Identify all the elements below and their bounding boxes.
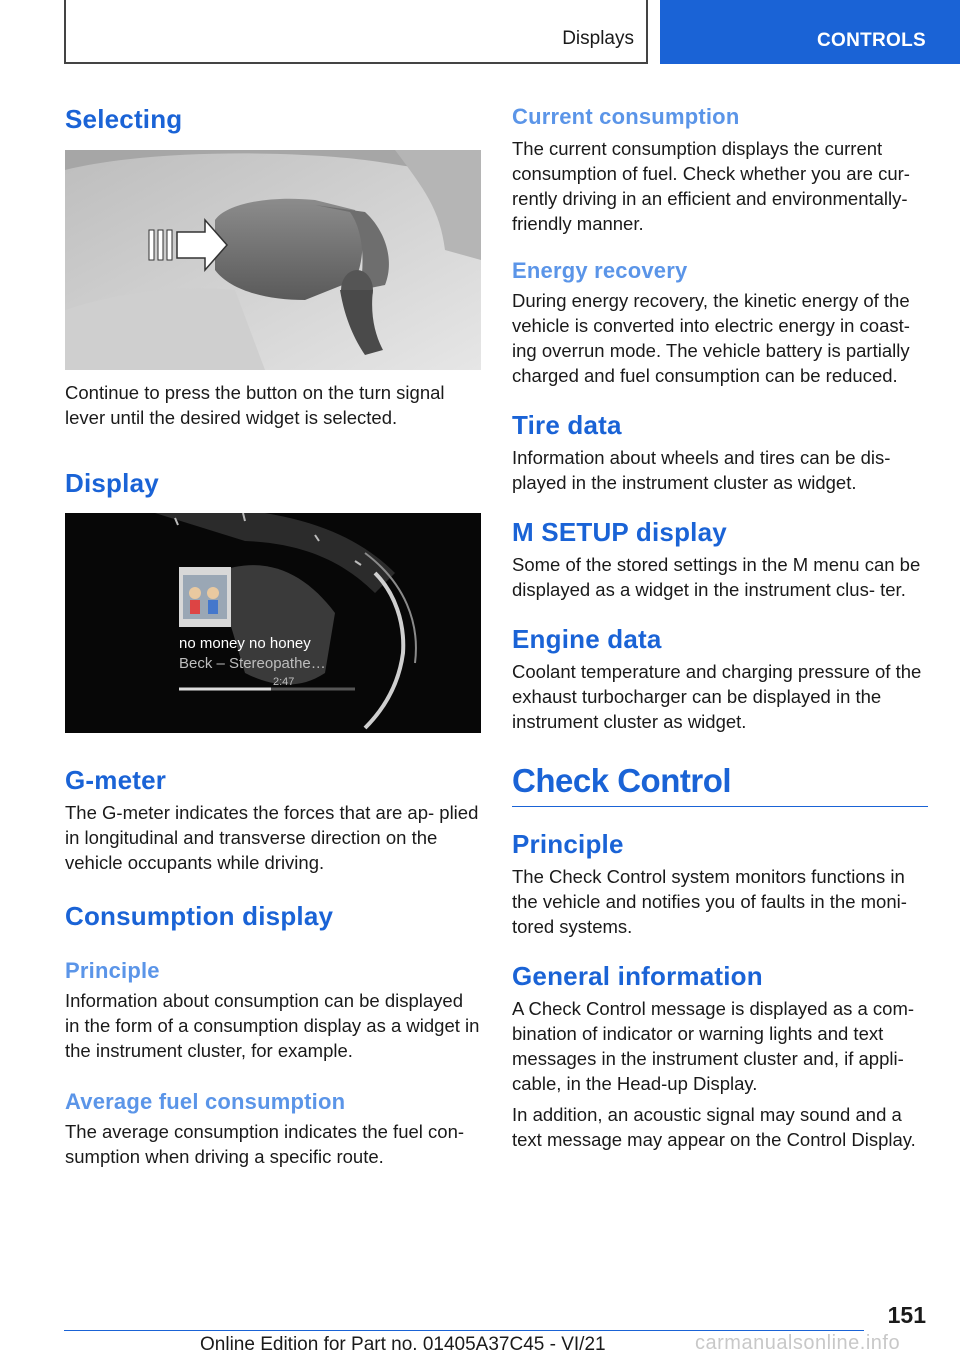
heading-engine-data: Engine data	[512, 624, 662, 654]
widget-time: 2:47	[273, 676, 295, 688]
heading-cc-principle: Principle	[512, 829, 624, 859]
heading-gmeter: G-meter	[65, 765, 167, 795]
right-column	[512, 100, 928, 1152]
heading-display: Display	[65, 468, 159, 498]
text-current-consumption: The current consumption displays the current consumption of fuel. Check whether you are cur‐ rently driving in an efficient and environmentally- friendly manner.	[512, 138, 910, 234]
heading-selecting: Selecting	[65, 104, 183, 134]
heading-principle: Principle	[65, 958, 160, 983]
heading-general-information: General information	[512, 961, 763, 991]
text-cc-principle: The Check Control system monitors functions in the vehicle and notifies you of faults in the moni‐ tored systems.	[512, 866, 907, 937]
text-gmeter: The G-meter indicates the forces that are ap‐ plied in longitudinal and transverse direction on the vehicle occupants while driving.	[65, 802, 479, 873]
text-average-fuel-consumption: The average consumption indicates the fuel con‐ sumption when driving a specific route.	[65, 1121, 465, 1167]
figure-display-widget	[65, 513, 481, 733]
left-column	[65, 100, 481, 1169]
widget-track-title: no money no honey	[179, 635, 311, 652]
text-selecting: Continue to press the button on the turn signal lever until the desired widget is selected.	[65, 382, 445, 428]
text-m-setup-display: Some of the stored settings in the M menu can be displayed as a widget in the instrument clus‐ ter.	[512, 554, 921, 600]
heading-current-consumption: Current consumption	[512, 104, 740, 129]
text-general-information-1: A Check Control message is displayed as a com‐ bination of indicator or warning lights and text messages in the instrument cluster and, if appli‐ cable, in the Head-up Display.	[512, 998, 915, 1094]
text-engine-data: Coolant temperature and charging pressure of the exhaust turbocharger can be displayed in the instrument cluster as widget.	[512, 661, 922, 732]
widget-artist: Beck – Stereopathe…	[179, 655, 326, 672]
heading-consumption-display: Consumption display	[65, 901, 334, 931]
heading-average-fuel-consumption: Average fuel consumption	[65, 1089, 346, 1114]
header-chapter-tab	[660, 0, 960, 64]
footer-rule	[64, 1330, 864, 1331]
text-principle: Information about consumption can be displayed in the form of a consumption display as a widget in the instrument cluster, for example.	[65, 990, 480, 1061]
turn-signal-illustration	[65, 150, 481, 370]
header-section-box	[64, 0, 648, 64]
text-energy-recovery: During energy recovery, the kinetic energy of the vehicle is converted into electric energy in coast‐ ing overrun mode. The vehicle battery is partially charged and fuel consumption can be reduced.	[512, 290, 910, 386]
watermark: carmanualsonline.info	[695, 1332, 901, 1354]
instrument-cluster-illustration	[65, 513, 481, 733]
heading-energy-recovery: Energy recovery	[512, 258, 688, 283]
text-general-information-2: In addition, an acoustic signal may sound and a text message may appear on the Control Display.	[512, 1104, 916, 1150]
footer-edition: Online Edition for Part no. 01405A37C45 - VI/21	[200, 1334, 606, 1355]
figure-turn-signal-button	[65, 150, 481, 370]
header-chapter-title: CONTROLS	[816, 30, 926, 51]
heading-check-control: Check Control	[512, 762, 928, 807]
text-tire-data: Information about wheels and tires can be dis‐ played in the instrument cluster as widget.	[512, 447, 891, 493]
header-section-title: Displays	[562, 28, 634, 49]
heading-tire-data: Tire data	[512, 410, 622, 440]
heading-m-setup-display: M SETUP display	[512, 517, 727, 547]
page-number: 151	[887, 1302, 926, 1328]
